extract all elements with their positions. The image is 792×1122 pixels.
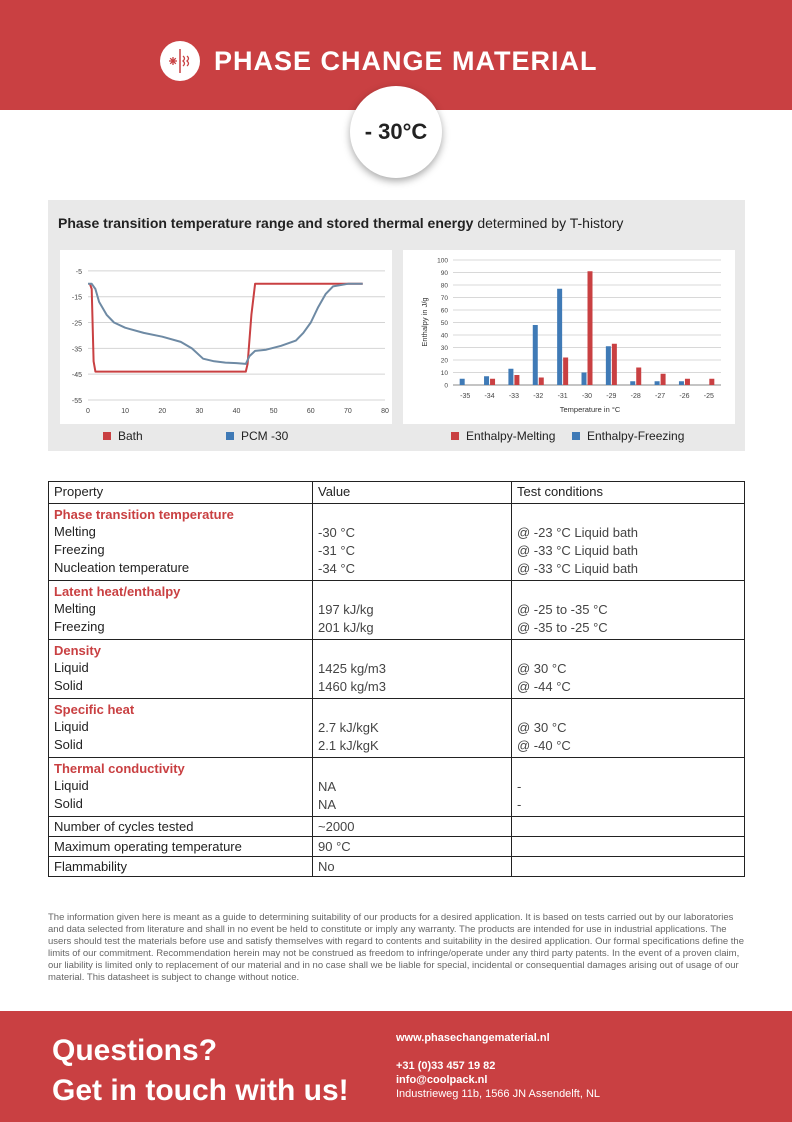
row-label: Liquid bbox=[54, 719, 89, 734]
row-label: Solid bbox=[54, 796, 83, 811]
x-tick-label: -29 bbox=[606, 393, 617, 400]
t-history-line-chart bbox=[60, 250, 392, 424]
group-title: Density bbox=[54, 643, 101, 658]
brand bbox=[160, 40, 598, 82]
panel-title-rest: determined by T-history bbox=[473, 215, 624, 231]
legend-swatch-pcm bbox=[226, 432, 234, 440]
panel-title-bold: Phase transition temperature range and stored thermal energy bbox=[58, 215, 474, 231]
row-label: Melting bbox=[54, 524, 96, 539]
y-tick-label: -45 bbox=[71, 372, 82, 380]
row-condition: @ -35 to -25 °C bbox=[517, 620, 608, 635]
disclaimer: The information given here is meant as a guide to determining suitability of our products for a desired application. It is based on tests carried out by our laboratories and data selected from literature and shall in no event be held to constitute or imply any warranty. The products are intended for use in industrial applications. The users should test the materials before use and satisfy themselves with regard to contents and suitability in the desired application. Our formal specifications define the limits of our commitment. Recommendation herein may not be construed as freedom to infringe/operate under any third party patents. In the event of a proven claim, our liability is limited only to replacement of our material and in no case shall we be liable for special, incidental or consequential damages arising out of usage of our material. This datasheet is subject to change without notice. bbox=[48, 912, 744, 983]
row-condition: - bbox=[517, 797, 522, 812]
x-tick-label: 50 bbox=[269, 408, 278, 415]
footer-headline bbox=[52, 1031, 349, 1111]
footer-headline-line2: Get in touch with us! bbox=[52, 1074, 349, 1107]
series-line-pcm bbox=[88, 284, 363, 364]
y-axis-label: Enthalpy in J/g bbox=[420, 297, 429, 347]
footer-contact bbox=[396, 1031, 600, 1101]
table-row-flammability bbox=[49, 857, 745, 877]
row-value: NA bbox=[318, 797, 337, 812]
y-tick-label: 0 bbox=[444, 382, 448, 390]
row-label: Nucleation temperature bbox=[54, 560, 190, 575]
legend-label-pcm: PCM -30 bbox=[241, 429, 289, 443]
bar-freezing bbox=[533, 325, 538, 385]
legend-label-bath: Bath bbox=[118, 429, 143, 443]
bar-melting bbox=[539, 378, 544, 386]
bar-freezing bbox=[606, 346, 611, 385]
footer-banner bbox=[0, 1011, 792, 1122]
row-value: -34 °C bbox=[318, 561, 355, 576]
bar-freezing bbox=[655, 381, 660, 385]
row-value: -31 °C bbox=[318, 543, 355, 558]
row-value: NA bbox=[318, 779, 337, 794]
y-tick-label: 100 bbox=[437, 257, 448, 265]
legend-label-freezing: Enthalpy-Freezing bbox=[587, 429, 685, 443]
header-property: Property bbox=[49, 482, 313, 504]
legend-swatch-melting bbox=[451, 432, 459, 440]
group-title: Latent heat/enthalpy bbox=[54, 584, 181, 599]
y-tick-label: -25 bbox=[71, 320, 82, 328]
row-label: Melting bbox=[54, 601, 96, 616]
row-value: ~2000 bbox=[313, 817, 512, 837]
x-tick-label: -31 bbox=[557, 393, 568, 400]
row-condition: @ -44 °C bbox=[517, 679, 571, 694]
website-link[interactable]: www.phasechangematerial.nl bbox=[396, 1032, 550, 1044]
row-condition bbox=[512, 837, 745, 857]
table-row-cycles bbox=[49, 817, 745, 837]
legend-label-melting: Enthalpy-Melting bbox=[466, 429, 556, 443]
row-label: Freezing bbox=[54, 619, 105, 634]
row-label: Liquid bbox=[54, 778, 89, 793]
footer-headline-line1: Questions? bbox=[52, 1034, 218, 1067]
x-tick-label: -25 bbox=[703, 393, 714, 400]
bar-freezing bbox=[460, 379, 465, 385]
x-tick-label: -28 bbox=[630, 393, 641, 400]
x-tick-label: -33 bbox=[508, 393, 519, 400]
y-tick-label: 70 bbox=[440, 295, 448, 302]
x-tick-label: 20 bbox=[158, 408, 167, 415]
enthalpy-svg bbox=[403, 250, 735, 424]
row-label: Number of cycles tested bbox=[49, 817, 313, 837]
bar-melting bbox=[514, 375, 519, 385]
x-tick-label: -27 bbox=[655, 393, 666, 400]
phone-number[interactable]: +31 (0)33 457 19 82 bbox=[396, 1060, 496, 1072]
x-tick-label: 0 bbox=[86, 408, 90, 415]
row-condition: @ -25 to -35 °C bbox=[517, 602, 608, 617]
bar-melting bbox=[612, 344, 617, 385]
temperature-badge: - 30°C bbox=[350, 86, 442, 178]
x-tick-label: -35 bbox=[460, 393, 471, 400]
address: Industrieweg 11b, 1566 JN Assendelft, NL bbox=[396, 1088, 601, 1100]
row-label: Solid bbox=[54, 737, 83, 752]
bar-freezing bbox=[508, 369, 513, 385]
bar-freezing bbox=[630, 381, 635, 385]
group-title: Phase transition temperature bbox=[54, 507, 234, 522]
row-label: Freezing bbox=[54, 542, 105, 557]
bar-melting bbox=[709, 379, 714, 385]
row-condition bbox=[512, 857, 745, 877]
legend-melting bbox=[451, 429, 555, 443]
row-value: 197 kJ/kg bbox=[318, 602, 374, 617]
row-condition: @ -33 °C Liquid bath bbox=[517, 543, 639, 558]
table-group-thermal-conductivity bbox=[49, 758, 745, 817]
bar-melting bbox=[563, 358, 568, 386]
y-tick-label: 50 bbox=[440, 320, 448, 327]
row-value: 1460 kg/m3 bbox=[318, 679, 386, 694]
bar-melting bbox=[661, 374, 666, 385]
table-group-density bbox=[49, 640, 745, 699]
row-value: 90 °C bbox=[313, 837, 512, 857]
legend-pcm bbox=[226, 429, 288, 443]
x-tick-label: 40 bbox=[232, 408, 241, 415]
legend-freezing bbox=[572, 429, 684, 443]
row-condition bbox=[512, 817, 745, 837]
row-label: Liquid bbox=[54, 660, 89, 675]
x-tick-label: 10 bbox=[121, 408, 130, 415]
table-row-max-temp bbox=[49, 837, 745, 857]
table-group-specific-heat bbox=[49, 699, 745, 758]
row-condition: @ -23 °C Liquid bath bbox=[517, 525, 639, 540]
y-tick-label: 30 bbox=[440, 345, 448, 352]
bar-melting bbox=[685, 379, 690, 385]
row-label: Maximum operating temperature bbox=[49, 837, 313, 857]
bar-melting bbox=[588, 271, 593, 385]
bar-melting bbox=[636, 368, 641, 386]
row-label: Solid bbox=[54, 678, 83, 693]
table-group-phase-transition bbox=[49, 504, 745, 581]
brand-logo-icon bbox=[160, 41, 200, 81]
bar-freezing bbox=[679, 381, 684, 385]
x-tick-label: 60 bbox=[306, 408, 315, 415]
row-value: No bbox=[313, 857, 512, 877]
bar-freezing bbox=[484, 376, 489, 385]
row-value: 2.7 kJ/kgK bbox=[318, 720, 379, 735]
group-title: Specific heat bbox=[54, 702, 135, 717]
chart-panel bbox=[48, 200, 745, 451]
x-tick-label: 30 bbox=[195, 408, 204, 415]
legend-bath bbox=[103, 429, 143, 443]
properties-table bbox=[48, 481, 745, 877]
row-condition: @ -33 °C Liquid bath bbox=[517, 561, 639, 576]
table-header-row bbox=[49, 482, 745, 504]
header-test-conditions: Test conditions bbox=[512, 482, 745, 504]
x-tick-label: -26 bbox=[679, 393, 690, 400]
legend-swatch-freezing bbox=[572, 432, 580, 440]
x-tick-label: -34 bbox=[484, 393, 495, 400]
row-value: 2.1 kJ/kgK bbox=[318, 738, 379, 753]
y-tick-label: -15 bbox=[71, 294, 82, 302]
legend-swatch-bath bbox=[103, 432, 111, 440]
bar-melting bbox=[490, 379, 495, 385]
row-value: 1425 kg/m3 bbox=[318, 661, 386, 676]
y-tick-label: 40 bbox=[440, 332, 448, 340]
x-axis-label: Temperature in °C bbox=[559, 405, 621, 414]
row-condition: @ 30 °C bbox=[517, 661, 567, 676]
enthalpy-bar-chart bbox=[403, 250, 735, 424]
header-value: Value bbox=[313, 482, 512, 504]
y-tick-label: 10 bbox=[440, 370, 448, 377]
x-tick-label: -30 bbox=[581, 393, 593, 400]
table-group-latent-heat bbox=[49, 581, 745, 640]
x-tick-label: -32 bbox=[533, 393, 544, 400]
brand-name: PHASE CHANGE MATERIAL bbox=[214, 45, 598, 76]
panel-title bbox=[58, 215, 623, 231]
email-link[interactable]: info@coolpack.nl bbox=[396, 1074, 488, 1086]
row-condition: @ -40 °C bbox=[517, 738, 571, 753]
bar-freezing bbox=[582, 373, 587, 386]
row-label: Flammability bbox=[49, 857, 313, 877]
row-value: 201 kJ/kg bbox=[318, 620, 374, 635]
y-tick-label: 90 bbox=[440, 270, 448, 277]
x-tick-label: 80 bbox=[381, 408, 389, 415]
y-tick-label: 80 bbox=[440, 282, 448, 290]
group-title: Thermal conductivity bbox=[54, 761, 185, 776]
y-tick-label: -55 bbox=[71, 398, 82, 405]
bar-freezing bbox=[557, 289, 562, 385]
t-history-svg bbox=[60, 250, 392, 424]
row-condition: @ 30 °C bbox=[517, 720, 567, 735]
y-tick-label: 20 bbox=[440, 357, 448, 365]
row-condition: - bbox=[517, 779, 522, 794]
y-tick-label: -35 bbox=[71, 346, 82, 354]
row-value: -30 °C bbox=[318, 525, 355, 540]
x-tick-label: 70 bbox=[343, 408, 352, 415]
y-tick-label: -5 bbox=[75, 268, 82, 276]
y-tick-label: 60 bbox=[440, 307, 448, 315]
